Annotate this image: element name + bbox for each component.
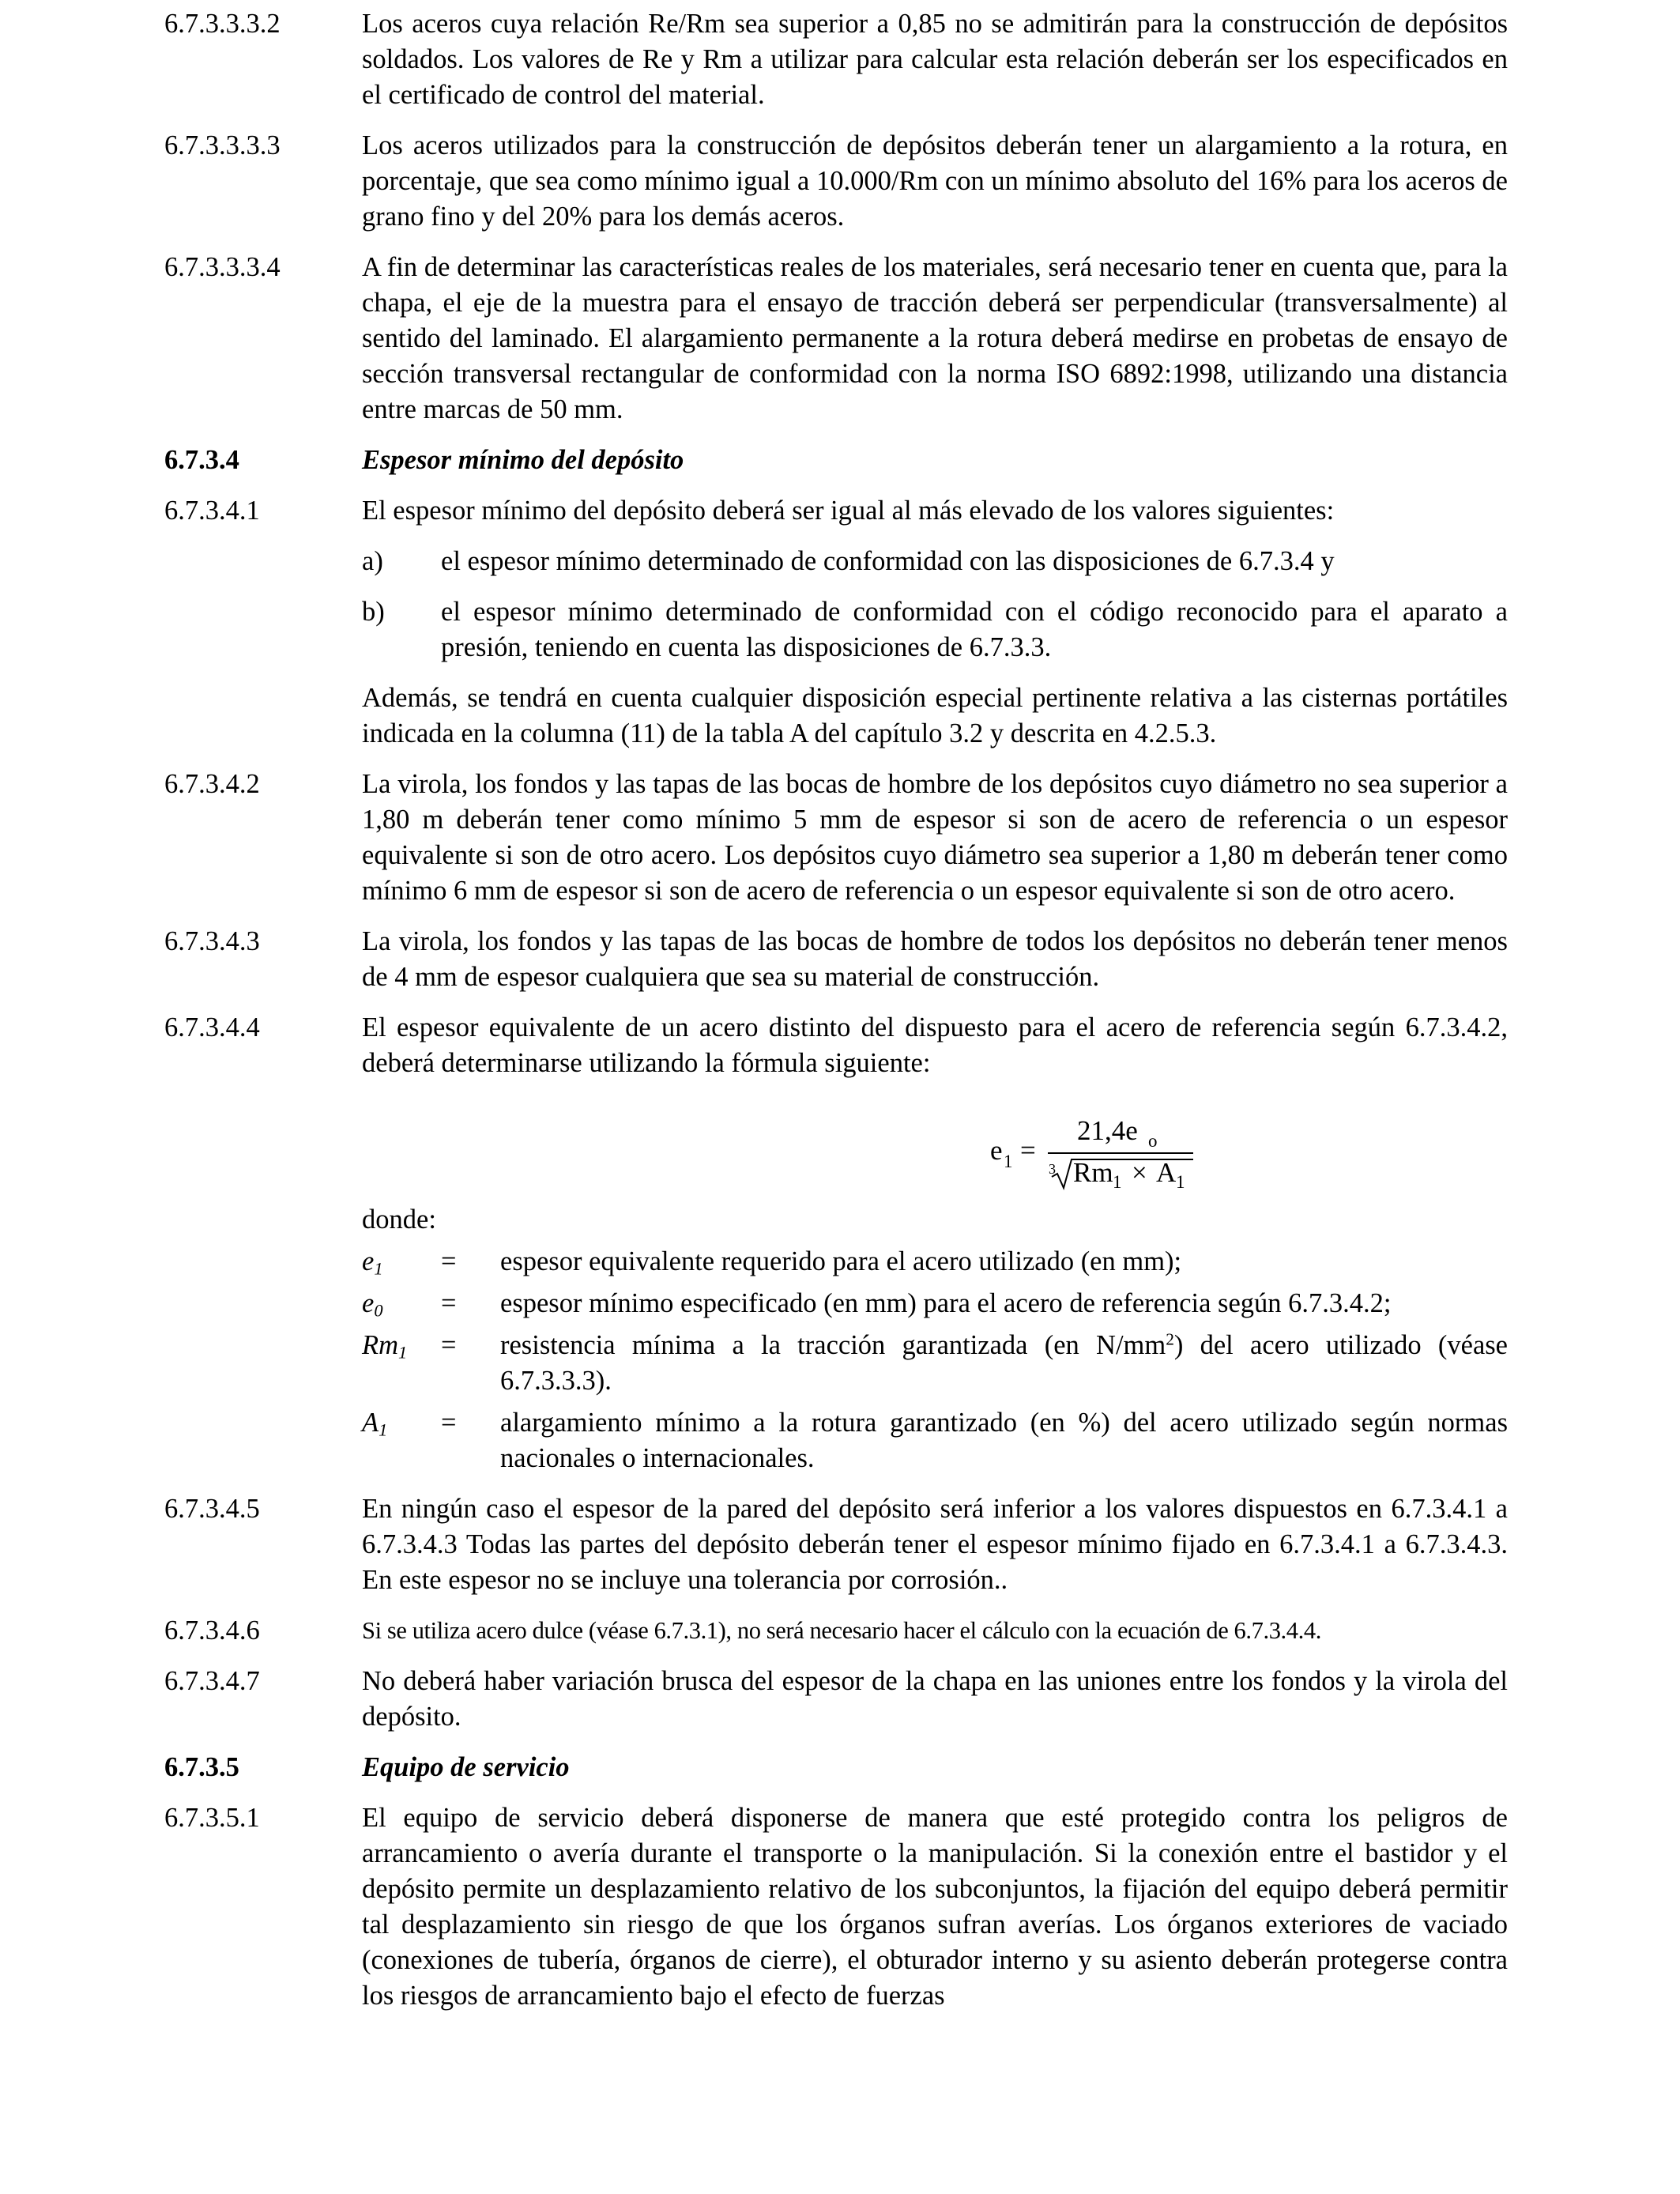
definition-equals: =	[441, 1330, 457, 1360]
paragraph-6-7-3-4-7	[164, 1664, 1508, 1735]
definition-a1	[362, 1405, 1508, 1476]
formula-graphic	[362, 1096, 1508, 1191]
paragraph-text: A fin de determinar las características reales de los materiales, será necesario tener en cuenta que, para la chapa, el eje de la muestra para el ensayo de tracción deberá ser perpendicular (transversalmente) al sentido del laminado. El alargamiento permanente a la rotura deberá medirse en probetas de ensayo de sección transversal rectangular de conformidad con la norma ISO 6892:1998, utilizando una distancia entre marcas de 50 mm.	[362, 252, 1508, 424]
paragraph-number: 6.7.3.4.6	[164, 1615, 260, 1646]
root-index: 3	[1049, 1161, 1056, 1177]
definition-equals: =	[441, 1408, 457, 1438]
definition-symbol: $Rm_1$	[362, 1330, 408, 1363]
definition-symbol: $e_1$	[362, 1246, 383, 1279]
paragraph-number: 6.7.3.4.1	[164, 496, 260, 526]
section-heading-6-7-3-4	[164, 443, 1508, 478]
document-page	[164, 6, 1508, 2029]
definition-symbol: $e_0$	[362, 1288, 383, 1321]
formula-rm-subscript: 1	[1113, 1172, 1122, 1191]
paragraph-number: 6.7.3.4.7	[164, 1666, 260, 1696]
paragraph-number: 6.7.3.4.5	[164, 1494, 260, 1524]
definition-e0	[362, 1286, 1508, 1321]
section-heading-6-7-3-5	[164, 1750, 1508, 1785]
paragraph-number: 6.7.3.3.3.3	[164, 130, 281, 160]
formula-rm: Rm	[1073, 1157, 1113, 1188]
formula-times: ×	[1132, 1157, 1147, 1188]
paragraph-text: La virola, los fondos y las tapas de las bocas de hombre de todos los depósitos no deberán tener menos de 4 mm de espesor cualquiera que sea su material de construcción.	[362, 926, 1508, 992]
list-text: el espesor mínimo determinado de conformidad con el código reconocido para el aparato a presión, teniendo en cuenta las disposiciones de 6.7.3.3.	[441, 597, 1508, 662]
definition-e1	[362, 1244, 1508, 1280]
paragraph-text: En ningún caso el espesor de la pared del depósito será inferior a los valores dispuestos en 6.7.3.4.1 a 6.7.3.4.3 Todas las partes del depósito deberán tener el espesor mínimo fijado en 6.7.3.4.1 a 6.7.3.4.3. En este espesor no se incluye una tolerancia por corrosión..	[362, 1494, 1508, 1595]
paragraph-text: Los aceros utilizados para la construcción de depósitos deberán tener un alargamiento a la rotura, en porcentaje, que sea como mínimo igual a 10.000/Rm con un mínimo absoluto del 16% para los aceros de grano fino y del 20% para los demás aceros.	[362, 130, 1508, 232]
list-text: el espesor mínimo determinado de conformidad con las disposiciones de 6.7.3.4 y	[441, 546, 1335, 576]
paragraph-6-7-3-3-3-2	[164, 6, 1508, 113]
continuation-paragraph: Además, se tendrá en cuenta cualquier disposición especial pertinente relativa a las cisternas portátiles indicada en la columna (11) de la tabla A del capítulo 3.2 y descrita en 4.2.5.3.	[362, 683, 1508, 748]
list-letter: b)	[362, 597, 385, 627]
paragraph-text: El espesor mínimo del depósito deberá ser igual al más elevado de los valores siguientes:	[362, 496, 1335, 526]
paragraph-text: El equipo de servicio deberá disponerse de manera que esté protegido contra los peligros de arrancamiento o avería durante el transporte o la manipulación. Si la conexión entre el bastidor y el depósito permite un desplazamiento relativo de los subconjuntos, la fijación del equipo deberá permitir tal desplazamiento sin riesgo de que los órganos sufran averías. Los órganos exteriores de vaciado (conexiones de tubería, órganos de cierre), el obturador interno y su asiento deberán protegerse contra los riesgos de arrancamiento bajo el efecto de fuerzas	[362, 1803, 1508, 2011]
formula-a: A	[1156, 1157, 1177, 1188]
formula-equals: =	[1020, 1135, 1036, 1166]
list-item-a	[362, 544, 1508, 579]
section-title: Espesor mínimo del depósito	[362, 445, 684, 475]
thickness-formula	[362, 1096, 1508, 1191]
paragraph-6-7-3-4-2	[164, 767, 1508, 909]
section-number: 6.7.3.5	[164, 1752, 239, 1782]
definition-symbol: $A_1$	[362, 1408, 388, 1440]
paragraph-6-7-3-5-1	[164, 1800, 1508, 2014]
section-number: 6.7.3.4	[164, 445, 239, 475]
paragraph-number: 6.7.3.4.3	[164, 926, 260, 956]
paragraph-text: Si se utiliza acero dulce (véase 6.7.3.1), no será necesario hacer el cálculo con la ecuación de 6.7.3.4.4.	[362, 1617, 1321, 1644]
definition-text: espesor mínimo especificado (en mm) para el acero de referencia según 6.7.3.4.2;	[500, 1288, 1392, 1318]
formula-numerator: 21,4e	[1077, 1115, 1138, 1146]
paragraph-number: 6.7.3.3.3.2	[164, 9, 281, 39]
section-title: Equipo de servicio	[362, 1752, 570, 1782]
definition-equals: =	[441, 1288, 457, 1318]
paragraph-6-7-3-4-3	[164, 924, 1508, 995]
formula-lhs: e	[990, 1135, 1003, 1166]
paragraph-6-7-3-4-5	[164, 1491, 1508, 1598]
list-item-b	[362, 594, 1508, 665]
formula-numerator-subscript: o	[1148, 1131, 1158, 1151]
definition-text: alargamiento mínimo a la rotura garantizado (en %) del acero utilizado según normas nacionales o internacionales.	[500, 1408, 1508, 1473]
formula-lhs-subscript: 1	[1004, 1152, 1013, 1171]
definition-text: espesor equivalente requerido para el acero utilizado (en mm);	[500, 1246, 1182, 1276]
definition-equals: =	[441, 1246, 457, 1276]
definition-text: resistencia mínima a la tracción garantizada (en $N/mm^2$) del acero utilizado (véase 6.7.3.3.3).	[500, 1329, 1508, 1396]
paragraph-text: No deberá haber variación brusca del espesor de la chapa en las uniones entre los fondos y la virola del depósito.	[362, 1666, 1508, 1732]
formula-a-subscript: 1	[1176, 1172, 1185, 1191]
donde-label: donde:	[362, 1204, 436, 1235]
paragraph-6-7-3-4-1	[164, 493, 1508, 529]
paragraph-number: 6.7.3.4.4	[164, 1012, 260, 1042]
paragraph-number: 6.7.3.3.3.4	[164, 252, 281, 282]
paragraph-text: El espesor equivalente de un acero distinto del dispuesto para el acero de referencia según 6.7.3.4.2, deberá determinarse utilizando la fórmula siguiente:	[362, 1012, 1508, 1078]
paragraph-number: 6.7.3.4.2	[164, 769, 260, 799]
paragraph-6-7-3-4-4	[164, 1010, 1508, 1081]
paragraph-text: Los aceros cuya relación Re/Rm sea superior a 0,85 no se admitirán para la construcción de depósitos soldados. Los valores de Re y Rm a utilizar para calcular esta relación deberán ser los especificados en el certificado de control del material.	[362, 9, 1508, 110]
paragraph-6-7-3-3-3-3	[164, 128, 1508, 235]
paragraph-6-7-3-4-6	[164, 1613, 1508, 1649]
paragraph-number: 6.7.3.5.1	[164, 1803, 260, 1833]
paragraph-6-7-3-3-3-4	[164, 250, 1508, 428]
definition-rm1	[362, 1328, 1508, 1399]
list-letter: a)	[362, 546, 383, 576]
paragraph-text: La virola, los fondos y las tapas de las bocas de hombre de los depósitos cuyo diámetro no sea superior a 1,80 m deberán tener como mínimo 5 mm de espesor si son de acero de referencia o un espesor equivalente si son de otro acero. Los depósitos cuyo diámetro sea superior a 1,80 m deberán tener como mínimo 6 mm de espesor si son de acero de referencia o un espesor equivalente si son de otro acero.	[362, 769, 1508, 906]
